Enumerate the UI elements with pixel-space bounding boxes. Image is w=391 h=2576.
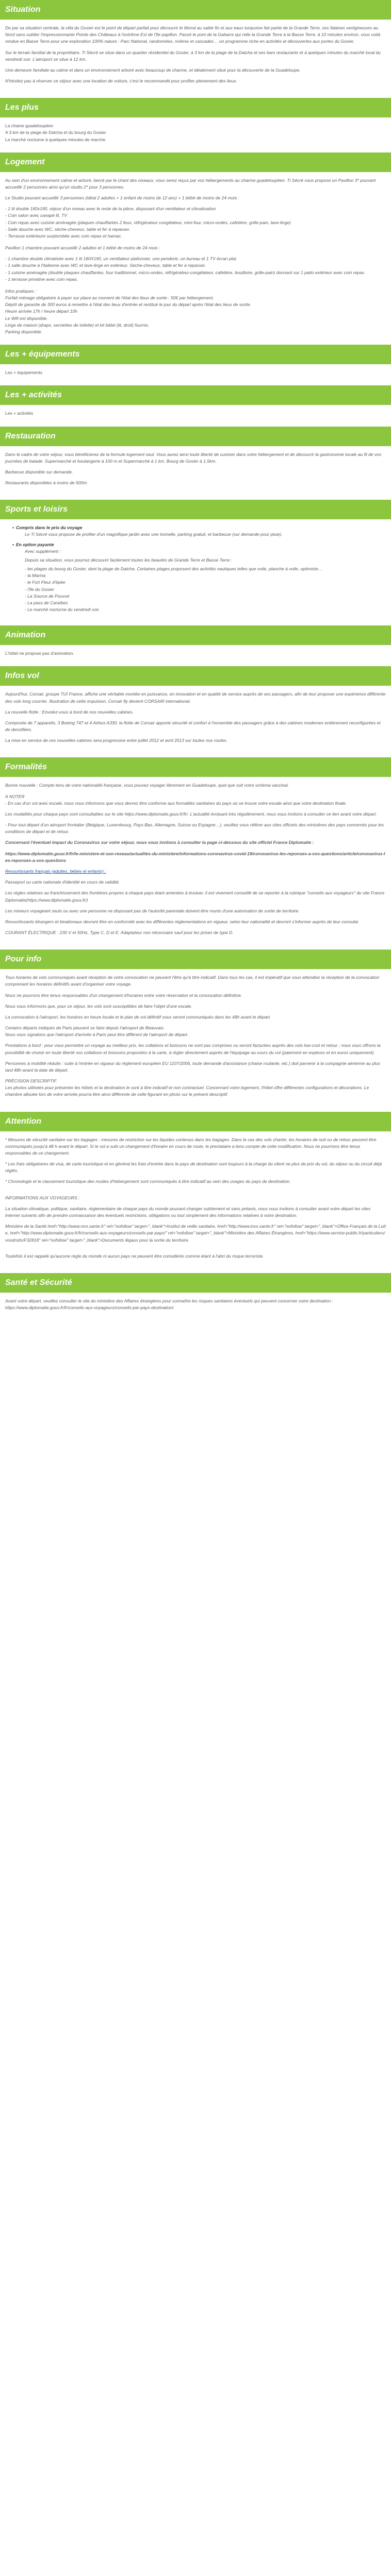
section-title-logement: Logement xyxy=(0,152,391,172)
paragraph: Barbecue disponible sur demande. xyxy=(5,469,73,474)
paragraph: Pavillon 1 chambre pouvant accueillir 2 adultes et 1 bébé de moins de 24 mois : xyxy=(5,245,160,251)
list-item-title: • En option payante xyxy=(18,541,386,548)
paragraph: INFORMATIONS AUX VOYAGEURS : xyxy=(5,1195,80,1200)
paragraph: N'hésitez pas à réserver ce séjour avec une location de voiture, c'est le recommandé pour profiter pleinement des lieux. xyxy=(5,78,237,84)
list-item: - Coin repas avec cuisine aménagée (plaques chauffantes 2 feux, réfrigérateur congélateur, mini-four, micro-ondes, cafetière, grille-pain, lave-linge) xyxy=(5,219,291,225)
paragraph: - En cas d'un vol avec escale, nous vous informons que vous devrez être conforme aux formalités sanitaires du pays où se trouve votre escale ainsi que votre destination finale. xyxy=(5,800,347,806)
list-item: Le Wifi est disponible. xyxy=(5,315,48,321)
paragraph: L'hôtel ne propose pas d'animation. xyxy=(5,651,74,656)
paragraph: COURANT ÉLECTRIQUE : 230 V et 50Hz, Type C, D et E. Adaptateur non nécessaire sauf pour les prises de type D. xyxy=(5,930,234,936)
paragraph: Depuis sa situation, vous pourrez découvrir facilement toutes les beautés de Grande Terre et Basse Terre : xyxy=(25,557,232,563)
section-title-animation: Animation xyxy=(0,625,391,645)
section-title-equipements: Les + équipements xyxy=(0,345,391,364)
section-restauration xyxy=(0,446,391,495)
paragraph: Les + activités xyxy=(5,411,34,416)
paragraph: Les mineurs voyageant seuls ou avec une personne ne disposant pas de l'autorité parentale doivent être munis d'une autorisation de sortie de territoire. xyxy=(5,908,300,913)
link[interactable]: Ressortissants français (adultes, bébés et enfants) : xyxy=(5,869,106,874)
section-title-restauration: Restauration xyxy=(0,427,391,446)
section-title-attention: Attention xyxy=(0,1112,391,1131)
paragraph: Les + équipements xyxy=(5,370,43,376)
paragraph: De par sa situation centrale, la villa du Gosier est le point de départ parfait pour découvrir le littoral au sable fin et aux eaux turquoise fait partie de la Grande Terre, ses falaises vertigineuses au Nord sans oublier l'impressionnante Pointe des Châteaux à l'extrême Est de l'île papillon. Passé le pont de la Gabarre qui relie la Grande Terre à la Basse Terre, à 10 minutes environ, vous voilà rendue en Basse Terre pour une exploration 100% nature : Parc National, randonnées, rivières et cascades… un programme riche en activités et découvertes aux portes du Gosier. xyxy=(5,25,381,44)
section-les-plus xyxy=(0,117,391,147)
paragraph: Le Ti Sécré vous propose de profiter d'un magnifique jardin avec une tonnelle, parking gratuit, et barbecue (sur demande pour pluie). xyxy=(25,532,283,537)
list-item: - le Fort Fleur d'épée xyxy=(25,580,66,585)
paragraph: Tous horaires de vols communiqués avant réception de votre convocation ne peuvent l'être qu'à titre indicatif. Dans tous les cas, il est impératif que vous attendiez la réception de la convocation comprenant les horaires définitifs avant d'organiser votre voyage. xyxy=(5,975,380,987)
paragraph: Le Studio pouvant accueillir 3 personnes (idéal 2 adultes + 1 enfant de moins de 12 ans) + 1 bébé de moins de 24 mois : xyxy=(5,195,240,201)
section-activites xyxy=(0,405,391,421)
paragraph: La nouvelle flotte : Envolez-vous à bord de nos nouvelles cabines. xyxy=(5,709,134,715)
list-item xyxy=(15,541,386,614)
section-situation xyxy=(0,20,391,93)
list-item-title: • Compris dans le prix du voyage xyxy=(18,524,386,531)
paragraph: Composée de 7 appareils, 3 Boeing 747 et 4 Airbus A330, la flotte de Corsair apporte sécurité et confort à l'ensemble des passagers grâce à des cabines modernes entièrement reconfigurées et de densifiées. xyxy=(5,720,381,733)
paragraph: Avec supplément : xyxy=(25,548,61,554)
paragraph: Passeport ou carte nationale d'identité en cours de validité. xyxy=(5,879,120,885)
list-item: - Salle douche avec WC, sèche-cheveux, table et fer à repasser. xyxy=(5,226,131,232)
list-item: Le marché nocturne à quelques minutes de marche xyxy=(5,137,106,142)
covid-link[interactable]: https://www.diplomatie.gouv.fr/fr/le-ministere-et-son-reseau/actualites-du-ministere/informations-coronavirus-covid-19/coronavirus-les-reponses-a-vos-questions/article/coronavirus-les-reponses-a-vos-questions xyxy=(5,851,385,863)
list-item: - 1 salle douche à l'italienne avec WC et lave-linge en extérieur. Sèche-cheveux, table et fer à repasser. xyxy=(5,263,206,268)
section-sports xyxy=(0,519,391,620)
list-item: - 1 cuisine aménagée (double plaques chauffantes, four traditionnel, micro-ondes, réfrigérateur-congélateur, cafetière, bouilloire, grille-pain) donnant sur 1 patio extérieur avec coin repas. xyxy=(5,269,366,275)
paragraph: * Chronologie et le classement touristique des modes d'hébergement sont communiqués à titre indicatif au sein des usages du pays de destination. xyxy=(5,1179,291,1184)
list-item: A 3 km de la plage de Datcha et du bourg du Gosier xyxy=(5,130,106,135)
paragraph: Toutefois il est rappelé qu'aucune règle du monde ni aucun pays ne peuvent être considérés comme étant à l'abri du risque terroriste. xyxy=(5,1253,264,1259)
section-pour-info xyxy=(0,969,391,1106)
list-item: Linge de maison (draps, serviettes de toilette) et kit bébé (lit, droit) fournis. xyxy=(5,322,150,328)
sports-list xyxy=(5,524,386,613)
list-item xyxy=(15,524,386,538)
paragraph: Concernant l'éventuel impact du Coronavirus sur votre séjour, nous vous invitons à consulter la page ci-dessous du site officiel France Diplomatie : xyxy=(5,840,314,845)
list-item: Forfait ménage obligatoire à payer sur place au moment de l'état des lieux de sortie : 50€ par hébergement. xyxy=(5,295,214,301)
section-title-pour-info: Pour info xyxy=(0,950,391,969)
infos-title: Infos pratiques : xyxy=(5,288,37,294)
paragraph: Une demeure familiale au calme et dans un environnement arboré avec beaucoup de charme, et idéalement situé pour la découverte de la Guadeloupe. xyxy=(5,67,301,73)
paragraph: Restaurants disponibles à moins de 500m xyxy=(5,480,87,486)
paragraph: Nous vous signalons que l'aéroport d'arrivée à Paris peut être différent de l'aéroport de départ. xyxy=(5,1032,188,1038)
section-title-sports: Sports et loisirs xyxy=(0,500,391,519)
section-infos-vol xyxy=(0,686,391,752)
paragraph: - Pour tout départ d'un aéroport frontalier (Belgique, Luxembourg, Pays-Bas, Allemagne, Suisse ou Espagne…), veuillez vous référer aux sites officiels des ministères des pays concernés pour les conditions de départ et de retour. xyxy=(5,822,384,835)
link-list[interactable]: Ministère de la Santé href="http://www.mm.sante.fr" rel="nofollow" target="_blank">Institut de veille sanitaire, href="http://www.invs.sante.fr" rel="nofollow" target="_blank">Office Français de la Lutte, href="http://www.diplomatie.gouv.fr/fr/conseils-aux-voyageurs/conseils-par-pays/" rel="nofollow" target="_blank">Ministère des Affaires Étrangères, href="https://www.service-public.fr/particuliers/vosdroits/F32818" rel="nofollow" target="_blank">Documents légaux pour la sortie du territoire. xyxy=(5,1224,386,1243)
section-title-sante: Santé et Sécurité xyxy=(0,1273,391,1293)
paragraph: Les photos utilisées pour présenter les hôtels et la destination le sont à titre indicatif et non contractuel. Concernant votre logement, l'hôtel offre différentes configurations et décorations. Le chambre allouée lors de votre arrivée pourra être ainsi différente de celle figurant en photo sur le présent descriptif. xyxy=(5,1085,369,1097)
paragraph: Dans le cadre de votre séjour, vous bénéficierez de la formule logement seul. Vous aurez ainsi toute liberté de cuisiner dans votre hébergement et de découvrir la gastronomie locale au fil de vos journées de balade. Supermarché et boulangerie à 100 m et Supermarché à 1 km. Bourg de Gosier à 1,5km. xyxy=(5,451,382,464)
section-title-les-plus: Les plus xyxy=(0,98,391,117)
list-item: - 1 chambre double climatisée avec 1 lit 160X190, un ventilateur plafonnier, une penderie, un bureau et 1 TV écran plat. xyxy=(5,256,237,262)
section-title-activites: Les + activités xyxy=(0,385,391,405)
list-item: Parking disponible. xyxy=(5,329,42,334)
section-title-situation: Situation xyxy=(0,0,391,20)
paragraph: Sur le terrain familial de la propriétaire, Ti Sécré se situe dans un quartier résidentiel du Gosier, à 3 km de la plage de la Datcha et ses bars restaurants et à quelques minutes du marché local du vendredi soir. L'aéroport se situe à 12 km. xyxy=(5,49,381,62)
paragraph: Ressortissants étrangers et binationaux devront être en conformité avec les différentes réglementations en vigueur, selon leur nationalité et devront s'informer auprès de leur consulat. xyxy=(5,919,360,924)
list-item: Heure arrivée 17h / heure départ 10h xyxy=(5,309,77,314)
section-formalites xyxy=(0,777,391,944)
paragraph: * Mesures de sécurité sanitaire sur les bagages : mesures de restriction sur les liquides contenus dans les bagages. Dans le cas des vols charter, les horaires de nuit ou de retour peuvent être communiqués jusqu'à 48 h avant le départ. Si le vol a subi un changement d'horaire en cours de route, le prestataire a tenu compte de cette modification. Nous ne pourrions être tenus responsables de ce changement. xyxy=(5,1137,377,1156)
paragraph: Certains départs indiqués de Paris peuvent se faire depuis l'aéroport de Beauvais. xyxy=(5,1025,165,1031)
list-item: - les plages du bourg du Gosier, dont la plage de Datcha. Certaines plages proposent des activités nautiques telles que voile, planche à voile, optimiste… xyxy=(25,566,322,572)
list-item: - la Marina xyxy=(25,573,46,579)
list-item: - 1 terrasse privative avec coin repas. xyxy=(5,276,78,282)
paragraph: Les modalités pour chaque pays sont consultables sur le site https://www.diplomatie.gouv.fr/fr/. L'actualité évoluant très régulièrement, nous vous invitons à consulter ce lien avant votre départ. xyxy=(5,811,377,817)
section-equipements xyxy=(0,364,391,380)
paragraph: Avant votre départ, veuillez consulter le site du ministère des Affaires étrangères pour connaître les risques sanitaires éventuels qui peuvent concerner votre destination : https://www.diplomatie.gouv.fr/fr/conseils-aux-voyageurs/conseils-par-pays-destination/ xyxy=(5,1298,333,1311)
list-item: La chaine guadeloupéen xyxy=(5,123,54,129)
paragraph: La mise en service de ces nouvelles cabines sera progressive entre juillet 2012 et avril 2013 sur toutes nos routes. xyxy=(5,738,227,743)
paragraph: Aujourd'hui, Corsair, groupe TUI France, affiche une véritable montée en puissance, en innovation et en qualité de service auprès de ses passagers, afin de leur proposer une expérience différente des vols long courrier. Illustration de cette impulsion, Corsair fly devient CORSAIR international. xyxy=(5,691,386,704)
paragraph: Personnes à mobilité réduite : suite à l'entrée en vigueur du règlement européen EU 1107/2006, toute demande d'assistance (chaise roulante, etc.) doit parvenir à la compagnie aérienne au plus tard 48h avant la date de départ. xyxy=(5,1060,380,1073)
paragraph: Au sein d'un environnement calme et arboré, bercé par le chant des oiseaux, vous serez reçus par vos hébergements au charme guadeloupéen. Ti Sécré vous propose un Pavillon 3* pouvant accueillir 2 personnes ainsi qu'un studio 2* pour 3 personnes. xyxy=(5,177,376,190)
paragraph: Nous ne pourrons être tenus responsables d'un changement d'horaires entre votre réservation et la convocation définitive. xyxy=(5,992,242,998)
list-item: - l'île du Gosier xyxy=(25,586,54,592)
list-item: - Le marché nocturne du vendredi soir. xyxy=(25,607,100,613)
list-item: - La Source de Pouvoir xyxy=(25,593,70,599)
section-logement xyxy=(0,172,391,340)
section-title-infos-vol: Infos vol xyxy=(0,666,391,686)
paragraph: Nous vous informons que, pour ce séjour, les vols sont susceptibles de faire l'objet d'une escale. xyxy=(5,1003,192,1009)
section-sante xyxy=(0,1293,391,1319)
paragraph: Les règles relatives au franchissement des frontières propres à chaque pays étant amenées à évoluer, il est vivement conseillé de se reporter à la rubrique "conseils aux voyageurs" du site France Diplomatie(https://www.diplomatie.gouv.fr/) xyxy=(5,890,385,903)
list-item: - 1 lit double 160x190, séjour d'un niveau avec le reste de la pièce, disposant d'un ventilateur et climatisation xyxy=(5,206,216,212)
paragraph: Bonne nouvelle : Compte tenu de votre nationalité française, vous pouvez voyager librement en Guadeloupe, quel que soit votre schéma vaccinal. xyxy=(5,783,289,788)
note-label: A NOTER xyxy=(5,793,25,799)
list-item: - La pass de Caraïbes xyxy=(25,600,68,605)
section-attention xyxy=(0,1131,391,1268)
list-item: - Terrasse extérieure surplombée avec coin repas et hamac. xyxy=(5,233,122,239)
section-animation xyxy=(0,645,391,661)
paragraph: La situation climatique, politique, sanitaire, réglementaire de chaque pays du monde pouvant changer subitement et sans préavis, nous vous invitons à consulter avant votre départ les sites internet suivants afin de prendre connaissance des éventuels restrictions, obligations ou tout simplement des informations relatives à votre destination. xyxy=(5,1206,371,1218)
paragraph: PRÉCISION DESCRIPTIF xyxy=(5,1078,57,1084)
section-title-formalites: Formalités xyxy=(0,757,391,777)
paragraph: La convocation à l'aéroport, les horaires en heure locale et le plan de vol définitif vous seront communiqués dans les 48h avant le départ. xyxy=(5,1014,271,1020)
paragraph: Prestations à bord : pour vous permettre un voyage au meilleur prix, les collations et boissons ne sont pas comprises ou seront facturées auprès des vols low-cost et retour ; nous vous offrons la possibilité de choisir en toute liberté vos collations et boissons proposées à la carte, à régler directement auprès de l'équipage au cours du vol (paiement en espèces et en euros uniquement). xyxy=(5,1043,381,1055)
paragraph: * Les frais obligatoires de visa, de carte touristique et en général les frais d'entrée dans le pays de destination sont toujours à la charge du client ne plus de prix du vol, du séjour ou du circuit déjà réglés. xyxy=(5,1161,382,1174)
list-item: Dépôt de garantie de 300 euros à remettre à l'état des lieux d'entrée et restitué le jour du départ après l'état des lieux de sortie. xyxy=(5,302,251,308)
list-item: - Coin salon avec canapé lit, TV xyxy=(5,213,68,218)
